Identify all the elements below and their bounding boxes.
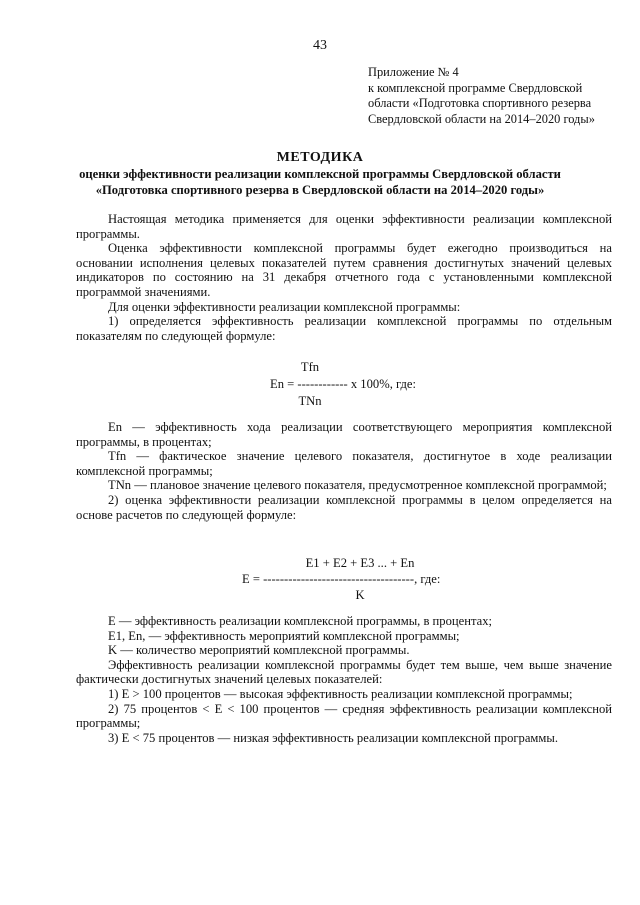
paragraph: 3) E < 75 процентов — низкая эффективность реализации комплексной программы. xyxy=(108,730,558,745)
appendix-line: области «Подготовка спортивного резерва xyxy=(368,96,592,111)
paragraph: Для оценки эффективности реализации комплексной программы: xyxy=(108,299,461,314)
definitions2-section xyxy=(76,614,612,745)
paragraph: Tfn — фактическое значение целевого показателя, достигнутое в ходе реализации комплексной программы; xyxy=(76,449,612,478)
paragraph: Настоящая методика применяется для оценки эффективности реализации комплексной программы. xyxy=(76,212,612,241)
paragraph: Оценка эффективности комплексной программы будет ежегодно производиться на основании исполнения целевых показателей путем сравнения достигнутых значений целевых индикаторов по состоянию на 31 декабря отчетного года с установленными комплексной программой значениями. xyxy=(76,241,612,299)
paragraph: 1) определяется эффективность реализации комплексной программы по отдельным показателям по следующей формуле: xyxy=(76,314,612,343)
formula2-main: E = ------------------------------------, где: xyxy=(242,572,441,586)
subtitle-line: оценки эффективности реализации комплексной программы Свердловской области xyxy=(79,167,561,181)
appendix-line: Свердловской области на 2014–2020 годы» xyxy=(368,111,595,126)
appendix-block xyxy=(368,65,630,127)
paragraph: 2) оценка эффективности реализации комплексной программы в целом определяется на основе расчетов по следующей формуле: xyxy=(76,492,612,522)
formula2-numerator: E1 + E2 + E3 ... + En xyxy=(305,556,415,570)
formula1-main: En = ------------ x 100%, где: xyxy=(270,377,417,391)
formula1-numerator: Tfn xyxy=(300,360,320,374)
paragraph: Эффективность реализации комплексной программы будет тем выше, чем выше значение фактически достигнутых значений целевых показателей: xyxy=(76,657,612,687)
appendix-line: к комплексной программе Свердловской xyxy=(368,80,583,95)
paragraph: TNn — плановое значение целевого показателя, предусмотренное комплексной программой; xyxy=(108,478,607,493)
paragraph: E — эффективность реализации комплексной программы, в процентах; xyxy=(108,614,492,628)
paragraph: En — эффективность хода реализации соответствующего мероприятия комплексной программы, в процентах; xyxy=(76,420,612,449)
document-subtitle xyxy=(0,166,640,198)
appendix-line: Приложение № 4 xyxy=(368,65,459,79)
definitions1-section xyxy=(76,420,612,522)
subtitle-line: «Подготовка спортивного резерва в Свердловской области на 2014–2020 годы» xyxy=(95,183,545,197)
page-number: 43 xyxy=(313,38,327,53)
formula1-denominator: TNn xyxy=(298,394,322,408)
paragraph: 2) 75 процентов < E < 100 процентов — средняя эффективность реализации комплексной программы; xyxy=(76,701,612,731)
document-title: МЕТОДИКА xyxy=(276,150,364,165)
paragraph: 1) E > 100 процентов — высокая эффективность реализации комплексной программы; xyxy=(108,686,573,701)
paragraph: E1, En, — эффективность мероприятий комплексной программы; xyxy=(108,628,460,643)
formula2-denominator: K xyxy=(355,588,365,602)
paragraph: K — количество мероприятий комплексной программы. xyxy=(108,643,410,658)
intro-section xyxy=(76,212,612,343)
